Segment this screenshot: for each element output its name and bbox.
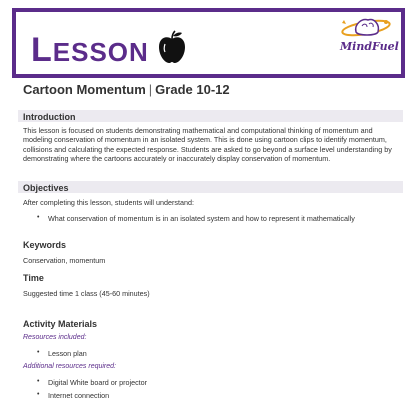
time-text: Suggested time 1 class (45-60 minutes) [23,289,150,298]
objectives-band [18,181,403,193]
mindfuel-logo-icon [336,14,396,60]
introduction-heading: Introduction [23,112,76,122]
introduction-band [18,110,403,122]
resources-included-label: Resources included: [23,334,87,341]
objective-item: What conservation of momentum is in an isolated system and how to represent it mathematically [48,214,355,223]
bullet-icon: • [37,214,40,221]
page-title [23,82,230,97]
bullet-icon: • [37,391,40,398]
apple-icon [157,30,187,64]
keywords-text: Conservation, momentum [23,256,106,265]
objectives-heading: Objectives [23,183,69,193]
bullet-icon: • [37,378,40,385]
additional-item: Digital White board or projector [48,378,148,387]
additional-item: Internet connection [48,391,110,400]
header-divider [12,74,405,78]
grade-label: Grade 10-12 [155,82,230,97]
materials-heading: Activity Materials [23,319,98,329]
time-heading: Time [23,273,44,283]
keywords-heading: Keywords [23,240,67,250]
introduction-text: This lesson is focused on students demonstrating mathematical and computational thinking of momentum and modeling conservation of momentum in an isolated system. This is done using cartoon clips to identify momentum, collisions and calculating the expected response. Students are asked to go beyond a surface level understanding by demonstrating where the cartoons accurately or inaccurately display conservation of momentum. [23,126,392,164]
included-item: Lesson plan [48,349,87,358]
lesson-title: Cartoon Momentum [23,82,146,97]
additional-resources-label: Additional resources required: [23,363,116,370]
objectives-intro: After completing this lesson, students will understand: [23,198,194,207]
lesson-heading: LESSON [31,31,149,69]
bullet-icon: • [37,349,40,356]
title-separator: | [148,82,153,97]
logo-text: MindFuel [340,40,399,53]
